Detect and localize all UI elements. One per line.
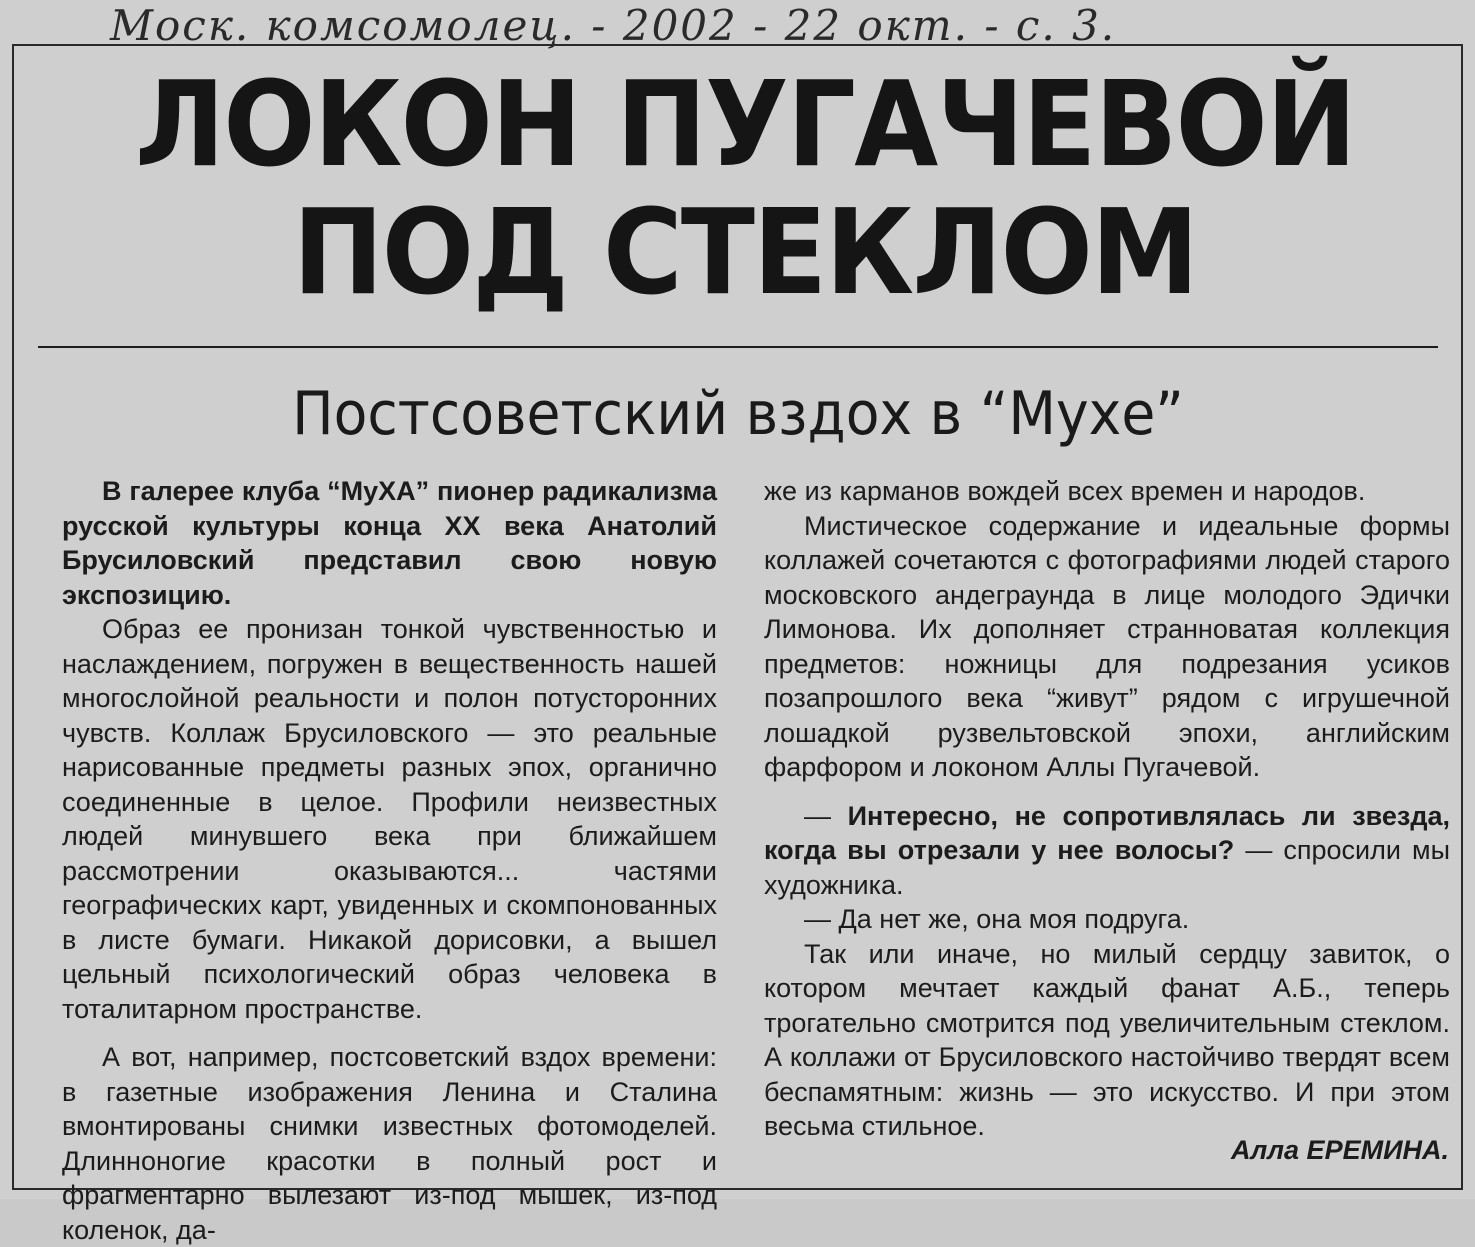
- question-text: Интересно, не сопротивлялась ли звезда, когда вы отрезали у нее волосы?: [764, 800, 1450, 865]
- body-paragraph: же из карманов вождей всех времен и народов.: [764, 476, 1366, 506]
- question-dash: —: [804, 800, 848, 831]
- headline: [96, 55, 1393, 321]
- interview-answer: — Да нет же, она моя подруга.: [804, 904, 1190, 934]
- subtitle: Постсоветский вздох в “Мухе”: [292, 379, 1184, 449]
- body-paragraph: Образ ее пронизан тонкой чувственностью и наслаждением, погружен в вещественность нашей многослойной реальности и полон потусторонних чувств. Коллаж Брусиловского — это реальные нарисованные предметы разных эпох, органично соединенные в целое. Профили неизвестных людей минувшего века при ближайшем рассмотрении оказываются... частями географических карт, увиденных и скомпонованных в листе бумаги. Никакой дорисовки, а вышел цельный психологический образ человека в тоталитарном пространстве.: [62, 614, 717, 1024]
- question-tail: — спросили мы художника.: [764, 835, 1450, 900]
- interview-question: [764, 799, 1450, 903]
- body-paragraph: А вот, например, постсоветский вздох времени: в газетные изображения Ленина и Сталина вмонтированы снимки известных фотомоделей. Длинноногие красотки в полный рост и фрагментарно вылезают из-под мышек, из-под коленок, да-: [62, 1042, 717, 1245]
- article-column-left: [62, 474, 717, 1247]
- headline-divider: [38, 346, 1438, 348]
- article-column-right: [764, 474, 1450, 1144]
- lead-paragraph: В галерее клуба “МуХА” пионер радикализма русской культуры конца XX века Анатолий Брусиловский представил свою новую экспозицию.: [62, 476, 717, 610]
- headline-line-1: ЛОКОН ПУГАЧЕВОЙ: [134, 55, 1356, 193]
- headline-line-2: ПОД СТЕКЛОМ: [292, 183, 1198, 321]
- handwritten-source-note: Моск. комсомолец. - 2002 - 22 окт. - с. 3.: [110, 1, 1117, 50]
- body-paragraph: Мистическое содержание и идеальные формы коллажей сочетаются с фотографиями людей старого московского андеграунда в лице молодого Эдички Лимонова. Их дополняет странноватая коллекция предметов: ножницы для подрезания усиков позапрошлого века “живут” рядом с игрушечной лошадкой рузвельтовской эпохи, английским фарфором и локоном Аллы Пугачевой.: [764, 510, 1450, 782]
- body-paragraph: Так или иначе, но милый сердцу завиток, о котором мечтает каждый фанат А.Б., теперь трогательно смотрится под увеличительным стеклом. А коллажи от Брусиловского настойчиво твердят всем беспамятным: жизнь — это искусство. И при этом весьма стильное.: [764, 938, 1450, 1141]
- author-signature: Алла ЕРЕМИНА.: [1230, 1135, 1449, 1165]
